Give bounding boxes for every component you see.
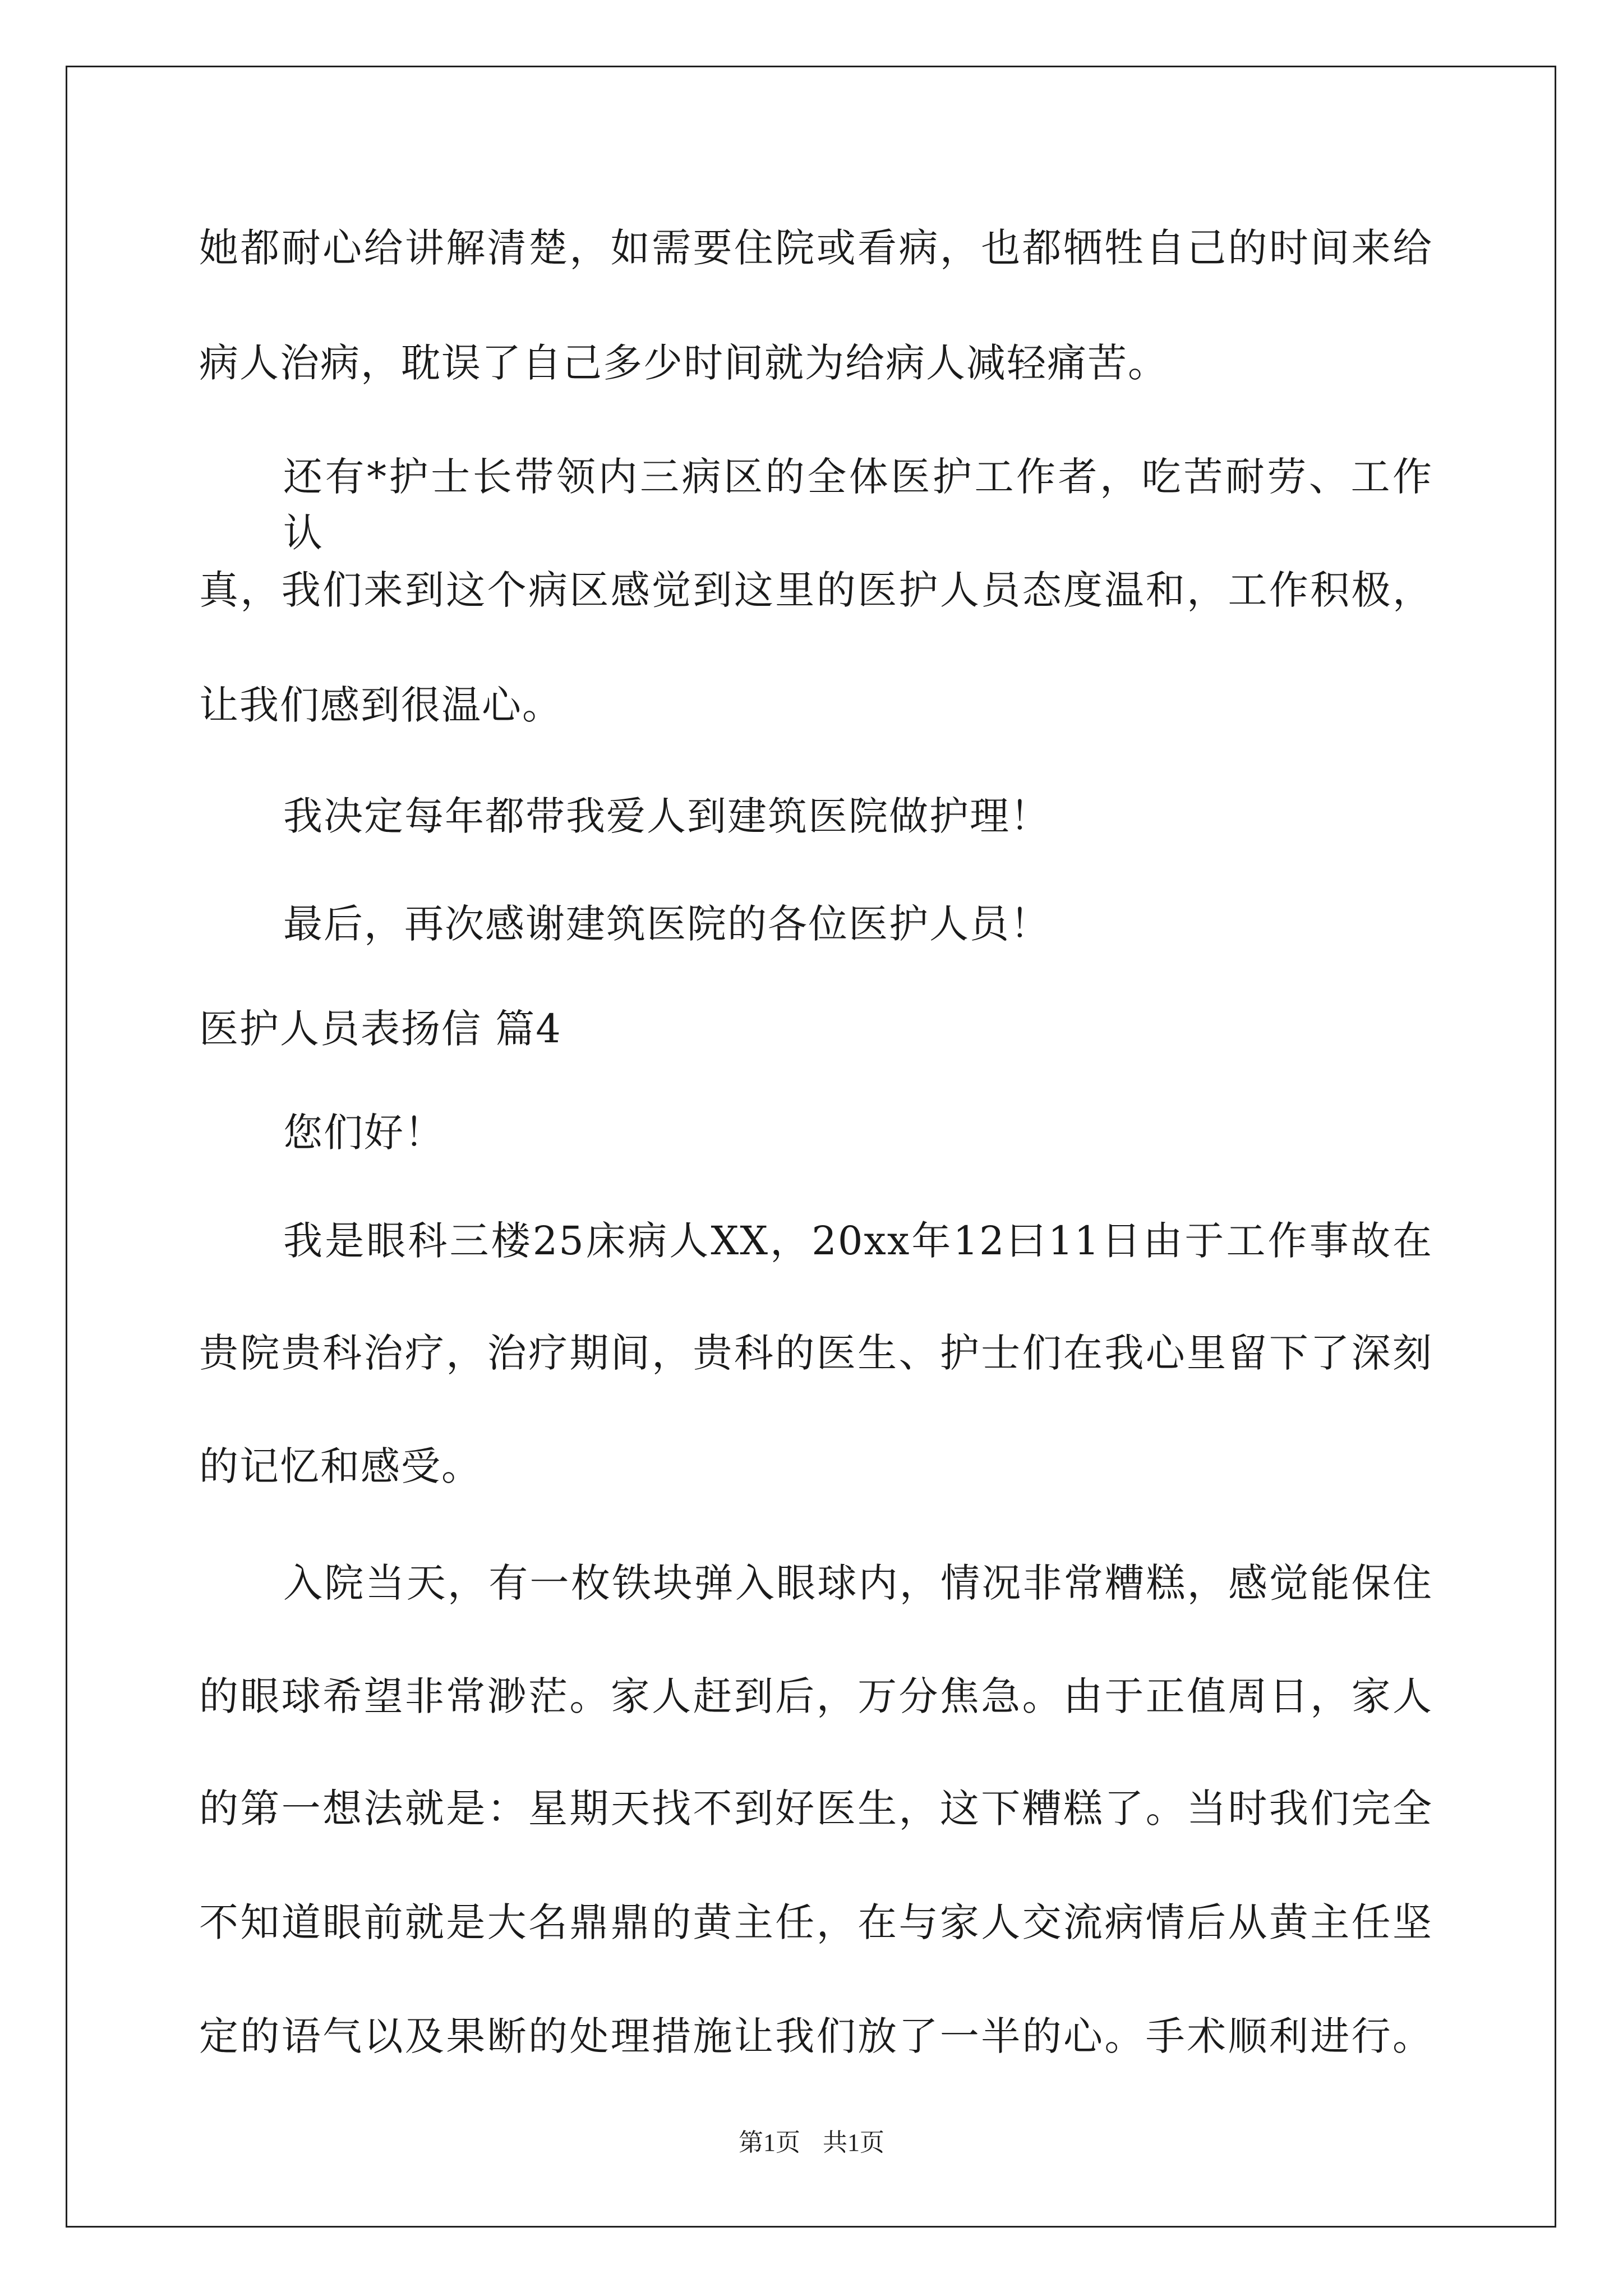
salutation: 您们好！ bbox=[283, 1110, 445, 1156]
paragraph-line: 还有*护士长带领内三病区的全体医护工作者，吃苦耐劳、工作认 bbox=[283, 454, 1433, 556]
paragraph-line: 最后，再次感谢建筑医院的各位医护人员！ bbox=[283, 901, 1050, 947]
paragraph-line: 的第一想法就是：星期天找不到好医生，这下糟糕了。当时我们完全 bbox=[199, 1786, 1433, 1832]
section-heading: 医护人员表扬信 篇4 bbox=[199, 1006, 562, 1052]
paragraph-line: 不知道眼前就是大名鼎鼎的黄主任，在与家人交流病情后从黄主任坚 bbox=[199, 1899, 1433, 1945]
paragraph-line: 她都耐心给讲解清楚，如需要住院或看病，也都牺牲自己的时间来给 bbox=[199, 225, 1433, 271]
paragraph-line: 的眼球希望非常渺茫。家人赶到后，万分焦急。由于正值周日，家人 bbox=[199, 1673, 1433, 1719]
paragraph-line: 入院当天，有一枚铁块弹入眼球内，情况非常糟糕，感觉能保住 bbox=[283, 1560, 1433, 1606]
page-footer bbox=[0, 2126, 1623, 2160]
paragraph-line: 我是眼科三楼25床病人XX，20xx年12曰11日由于工作事故在 bbox=[283, 1218, 1433, 1264]
paragraph-line: 定的语气以及果断的处理措施让我们放了一半的心。手术顺利进行。 bbox=[199, 2013, 1433, 2059]
paragraph-line: 的记忆和感受。 bbox=[199, 1443, 482, 1489]
paragraph-line: 贵院贵科治疗，治疗期间，贵科的医生、护士们在我心里留下了深刻 bbox=[199, 1330, 1433, 1376]
paragraph-line: 真，我们来到这个病区感觉到这里的医护人员态度温和，工作积极， bbox=[199, 567, 1433, 613]
paragraph-line: 病人治病，耽误了自己多少时间就为给病人减轻痛苦。 bbox=[199, 340, 1168, 386]
page-total: 共1页 bbox=[823, 2129, 884, 2156]
paragraph-line: 让我们感到很温心。 bbox=[199, 682, 562, 728]
page-number: 第1页 bbox=[739, 2129, 800, 2156]
paragraph-line: 我决定每年都带我爱人到建筑医院做护理！ bbox=[283, 793, 1050, 839]
